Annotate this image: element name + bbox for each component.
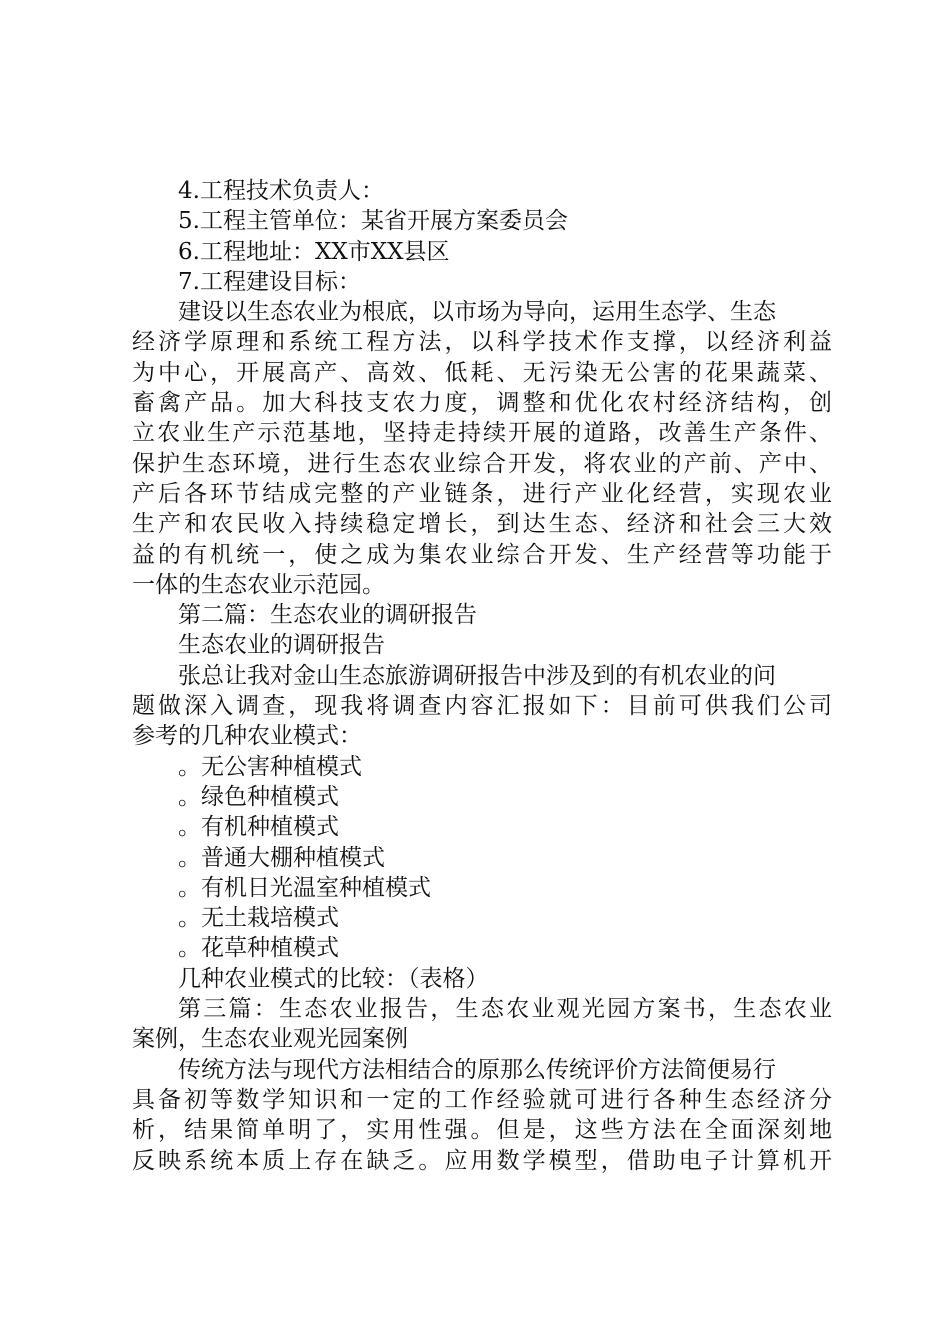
list-item: 。花草种植模式 — [178, 935, 339, 962]
project-item-7: 7.工程建设目标： — [178, 268, 361, 295]
project-item-4: 4.工程技术负责人： — [178, 178, 384, 204]
paragraph-line: 为中心，开展高产、高效、低耗、无污染无公害的花果蔬菜、 — [132, 359, 832, 386]
paragraph-line: 一体的生态农业示范园。 — [132, 571, 385, 598]
paragraph-line: 反映系统本质上存在缺乏。应用数学模型，借助电子计算机开 — [132, 1147, 832, 1174]
section2-heading: 第二篇：生态农业的调研报告 — [178, 602, 477, 629]
section2-intro — [132, 661, 832, 752]
paragraph-line: 传统方法与现代方法相结合的原那么传统评价方法简便易行 — [178, 1056, 776, 1083]
section3-body — [132, 1055, 832, 1176]
comparison-note: 几种农业模式的比较：（表格） — [178, 965, 489, 992]
list-item: 。绿色种植模式 — [178, 783, 339, 810]
list-item: 。普通大棚种植模式 — [178, 844, 385, 871]
document-body — [132, 176, 832, 1176]
project-item-5: 5.工程主管单位：某省开展方案委员会 — [178, 208, 568, 235]
paragraph-line: 益的有机统一，使之成为集农业综合开发、生产经营等功能于 — [132, 541, 832, 568]
section2-subtitle: 生态农业的调研报告 — [178, 632, 385, 659]
paragraph-line: 具备初等数学知识和一定的工作经验就可进行各种生态经济分 — [132, 1086, 832, 1113]
list-item: 。无公害种植模式 — [178, 753, 362, 780]
paragraph-line: 题做深入调查，现我将调查内容汇报如下：目前可供我们公司 — [132, 693, 832, 720]
paragraph-line: 经济学原理和系统工程方法，以科学技术作支撑，以经济利益 — [132, 329, 832, 356]
paragraph-line: 张总让我对金山生态旅游调研报告中涉及到的有机农业的问 — [178, 662, 776, 689]
list-item: 。有机种植模式 — [178, 814, 339, 841]
paragraph-line: 立农业生产示范基地，坚持走持续开展的道路，改善生产条件、 — [132, 420, 832, 447]
paragraph-line: 保护生态环境，进行生态农业综合开发，将农业的产前、产中、 — [132, 450, 832, 477]
paragraph-line: 产后各环节结成完整的产业链条，进行产业化经营，实现农业 — [132, 480, 832, 507]
project-item-6: 6.工程地址：XX市XX县区 — [178, 238, 450, 265]
mode-list — [132, 752, 832, 964]
paragraph-line: 生产和农民收入持续稳定增长，到达生态、经济和社会三大效 — [132, 511, 832, 538]
heading-line: 案例，生态农业观光园案例 — [132, 1026, 408, 1053]
goal-paragraph — [132, 297, 832, 600]
list-item: 。无土栽培模式 — [178, 905, 339, 932]
paragraph-line: 建设以生态农业为根底，以市场为导向，运用生态学、生态 — [178, 299, 776, 326]
paragraph-line: 畜禽产品。加大科技支农力度，调整和优化农村经济结构，创 — [132, 390, 832, 417]
heading-line: 第三篇：生态农业报告，生态农业观光园方案书，生态农业 — [178, 996, 832, 1023]
list-item: 。有机日光温室种植模式 — [178, 874, 431, 901]
section3-heading — [132, 994, 832, 1055]
paragraph-line: 析，结果简单明了，实用性强。但是，这些方法在全面深刻地 — [132, 1117, 832, 1144]
paragraph-line: 参考的几种农业模式： — [132, 723, 362, 750]
